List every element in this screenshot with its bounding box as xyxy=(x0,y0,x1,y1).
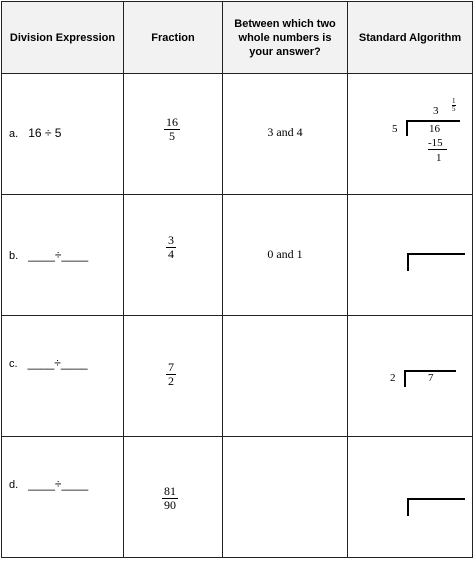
fraction-numerator: 7 xyxy=(168,360,174,375)
quotient-fraction-denominator: 5 xyxy=(452,105,456,114)
header-standard-algorithm: Standard Algorithm xyxy=(348,2,473,74)
table-row-a xyxy=(2,74,473,195)
fraction-numerator: 3 xyxy=(168,233,174,248)
table-row-b xyxy=(2,195,473,316)
fraction-numerator: 81 xyxy=(164,484,176,498)
row-label xyxy=(9,356,88,370)
fraction-denominator: 5 xyxy=(164,129,180,143)
row-letter: c. xyxy=(9,358,18,371)
fraction-denominator: 90 xyxy=(164,498,176,512)
between-cell[interactable] xyxy=(223,316,348,437)
fraction-denominator: 2 xyxy=(168,374,174,389)
remainder: 1 xyxy=(436,152,442,165)
row-letter: b. xyxy=(9,250,19,263)
table-row-c xyxy=(2,316,473,437)
division-expression[interactable]: ____÷____ xyxy=(27,356,88,371)
header-between: Between which two whole numbers is your answer? xyxy=(223,2,348,74)
algorithm-cell xyxy=(348,316,473,437)
division-expression[interactable]: ____÷____ xyxy=(28,477,89,491)
expression-cell xyxy=(2,74,124,195)
expression-cell xyxy=(2,195,124,316)
header-row xyxy=(2,2,473,74)
quotient: 3 xyxy=(433,105,439,118)
header-fraction: Fraction xyxy=(124,2,223,74)
quotient-fraction xyxy=(452,98,456,113)
division-bracket xyxy=(407,498,465,516)
algorithm-cell xyxy=(348,74,473,195)
dividend: 16 xyxy=(429,123,440,136)
division-expression: 16 ÷ 5 xyxy=(28,126,62,141)
between-answer: 0 and 1 xyxy=(267,247,303,262)
row-letter: d. xyxy=(9,479,19,491)
between-cell xyxy=(223,195,348,316)
fraction xyxy=(166,234,176,261)
dividend: 7 xyxy=(428,372,434,385)
quotient-fraction-numerator: 1 xyxy=(452,97,456,106)
subtract-line: -15 xyxy=(428,137,447,150)
fraction-cell xyxy=(124,195,223,316)
fraction xyxy=(162,485,178,512)
expression-cell xyxy=(2,437,124,558)
fraction-cell xyxy=(124,74,223,195)
between-answer: 3 and 4 xyxy=(267,125,303,140)
row-label xyxy=(9,477,88,491)
row-label xyxy=(9,126,61,140)
fraction-numerator: 16 xyxy=(166,115,178,130)
algorithm-cell xyxy=(348,195,473,316)
fraction-cell xyxy=(124,437,223,558)
division-table xyxy=(1,1,473,558)
divisor: 5 xyxy=(392,123,398,136)
division-bracket xyxy=(407,253,465,271)
row-label xyxy=(9,248,88,262)
fraction-denominator: 4 xyxy=(168,247,174,262)
header-division-expression: Division Expression xyxy=(2,2,124,74)
fraction xyxy=(164,116,180,143)
expression-cell xyxy=(2,316,124,437)
between-cell xyxy=(223,74,348,195)
row-letter: a. xyxy=(9,128,19,141)
algorithm-cell xyxy=(348,437,473,558)
fraction-cell xyxy=(124,316,223,437)
table-row-d xyxy=(2,437,473,558)
divisor: 2 xyxy=(390,372,396,385)
between-cell[interactable] xyxy=(223,437,348,558)
fraction xyxy=(166,361,176,388)
division-expression[interactable]: ____÷____ xyxy=(28,248,89,263)
